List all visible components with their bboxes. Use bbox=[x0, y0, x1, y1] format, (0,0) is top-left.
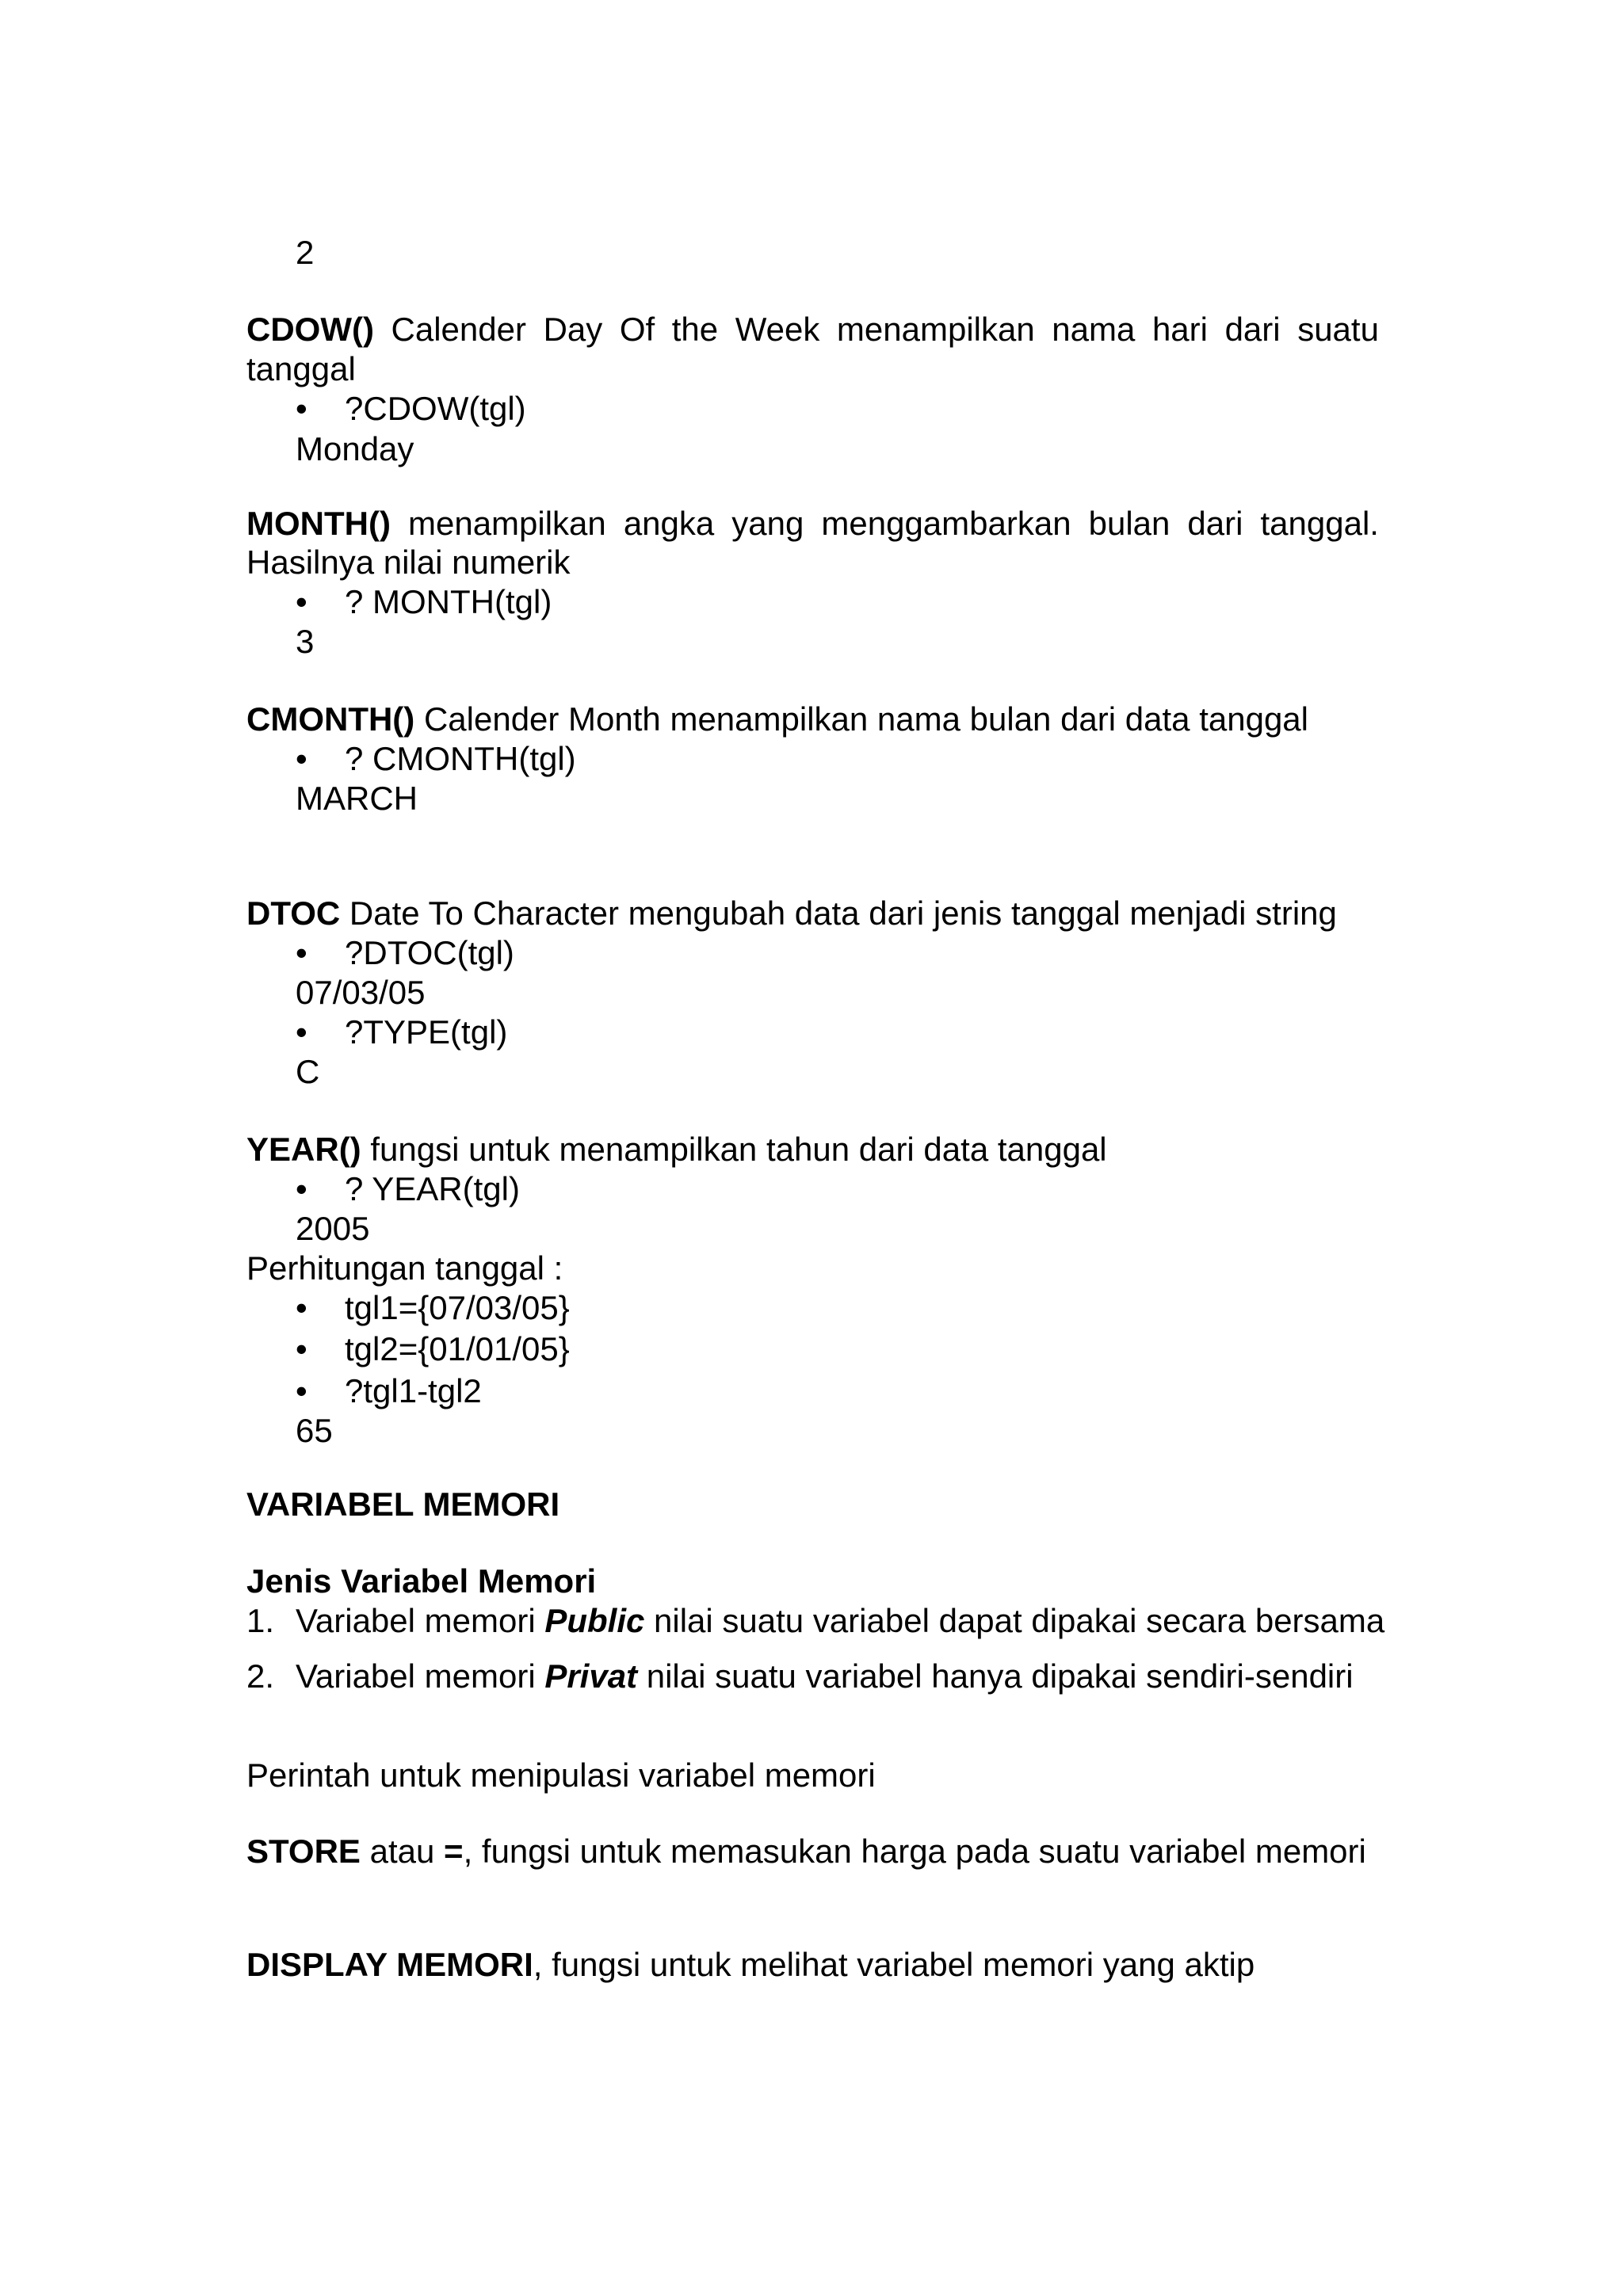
year-description bbox=[246, 1130, 1107, 1169]
code-command: ?tgl1-tgl2 bbox=[345, 1372, 482, 1409]
word: menampilkan bbox=[407, 505, 606, 542]
code-result: Monday bbox=[296, 430, 414, 467]
item-text: nilai suatu variabel dapat dipakai secara bersama bbox=[644, 1602, 1385, 1639]
store-equals: = bbox=[444, 1833, 464, 1870]
bullet-item bbox=[296, 1169, 520, 1209]
code-result: 2005 bbox=[296, 1210, 370, 1247]
word: yang bbox=[731, 505, 804, 542]
word: menggambarkan bbox=[821, 505, 1071, 542]
display-text: , fungsi untuk melihat variabel memori yang aktip bbox=[533, 1946, 1255, 1983]
code-command: tgl1={07/03/05} bbox=[345, 1289, 570, 1326]
word: menampilkan bbox=[836, 311, 1035, 348]
bullet-icon: • bbox=[296, 934, 307, 971]
manipulation-label: Perintah untuk menipulasi variabel memori bbox=[246, 1756, 876, 1794]
word: Calender bbox=[391, 311, 526, 348]
bullet-icon: • bbox=[296, 583, 307, 620]
word: dari bbox=[1187, 505, 1243, 542]
item-number: 1. bbox=[246, 1602, 275, 1639]
date-calc-label: Perhitungan tanggal : bbox=[246, 1249, 563, 1287]
bullet-item bbox=[296, 1013, 507, 1052]
month-description-line2: Hasilnya nilai numerik bbox=[246, 543, 571, 581]
bullet-icon: • bbox=[296, 390, 307, 427]
numbered-item bbox=[246, 1601, 1384, 1641]
year-text: fungsi untuk menampilkan tahun dari data tanggal bbox=[361, 1131, 1107, 1168]
store-text: atau bbox=[360, 1833, 445, 1870]
word: the bbox=[671, 311, 719, 348]
bullet-icon: • bbox=[296, 1289, 307, 1326]
word: tanggal. bbox=[1260, 505, 1379, 542]
item-text: Variabel memori bbox=[296, 1602, 545, 1639]
code-command: ?TYPE(tgl) bbox=[345, 1013, 508, 1051]
dtoc-keyword: DTOC bbox=[246, 894, 341, 932]
bullet-item bbox=[296, 1288, 570, 1328]
dtoc-description bbox=[246, 894, 1337, 933]
bullet-icon: • bbox=[296, 1013, 307, 1051]
month-description-line1 bbox=[246, 504, 1379, 543]
store-text: , fungsi untuk memasukan harga pada suatu variabel memori bbox=[463, 1833, 1366, 1870]
cdow-description-line1 bbox=[246, 310, 1379, 349]
code-command: tgl2={01/01/05} bbox=[345, 1330, 570, 1367]
section-subheading: Jenis Variabel Memori bbox=[246, 1562, 597, 1600]
word: bulan bbox=[1088, 505, 1170, 542]
numbered-item bbox=[246, 1657, 1354, 1696]
page-number: 2 bbox=[296, 234, 315, 271]
section-heading: VARIABEL MEMORI bbox=[246, 1486, 560, 1523]
code-result: C bbox=[296, 1053, 320, 1090]
word: suatu bbox=[1297, 311, 1379, 348]
code-command: ?DTOC(tgl) bbox=[345, 934, 514, 971]
dtoc-text: Date To Character mengubah data dari jenis tanggal menjadi string bbox=[340, 894, 1337, 932]
display-keyword: DISPLAY MEMORI bbox=[246, 1946, 533, 1983]
bullet-item bbox=[296, 1329, 570, 1369]
word: dari bbox=[1224, 311, 1281, 348]
word: Of bbox=[619, 311, 655, 348]
code-result: 07/03/05 bbox=[296, 974, 426, 1011]
bullet-icon: • bbox=[296, 1330, 307, 1367]
code-result: 3 bbox=[296, 623, 315, 660]
bullet-item bbox=[296, 739, 576, 779]
cmonth-description bbox=[246, 700, 1308, 739]
bullet-item bbox=[296, 582, 552, 622]
bullet-icon: • bbox=[296, 1372, 307, 1409]
item-emphasis: Privat bbox=[544, 1657, 638, 1695]
cdow-description-line2: tanggal bbox=[246, 350, 356, 387]
item-text: Variabel memori bbox=[296, 1657, 545, 1695]
bullet-icon: • bbox=[296, 740, 307, 777]
cmonth-keyword: CMONTH() bbox=[246, 700, 415, 738]
code-result: MARCH bbox=[296, 780, 418, 817]
code-command: ? CMONTH(tgl) bbox=[345, 740, 576, 777]
bullet-item bbox=[296, 933, 514, 973]
word: Day bbox=[543, 311, 603, 348]
code-command: ?CDOW(tgl) bbox=[345, 390, 526, 427]
word: hari bbox=[1151, 311, 1208, 348]
store-keyword: STORE bbox=[246, 1833, 361, 1870]
display-description bbox=[246, 1945, 1254, 1985]
cdow-keyword: CDOW() bbox=[246, 311, 374, 348]
cmonth-text: Calender Month menampilkan nama bulan dari data tanggal bbox=[414, 700, 1308, 738]
month-keyword: MONTH() bbox=[246, 505, 391, 542]
word: angka bbox=[623, 505, 715, 542]
item-emphasis: Public bbox=[544, 1602, 645, 1639]
item-text: nilai suatu variabel hanya dipakai sendiri-sendiri bbox=[637, 1657, 1354, 1695]
store-description bbox=[246, 1832, 1366, 1871]
word: nama bbox=[1052, 311, 1136, 348]
word: Week bbox=[735, 311, 820, 348]
bullet-item bbox=[296, 389, 526, 429]
bullet-icon: • bbox=[296, 1170, 307, 1207]
code-command: ? YEAR(tgl) bbox=[345, 1170, 520, 1207]
code-result: 65 bbox=[296, 1412, 333, 1449]
code-command: ? MONTH(tgl) bbox=[345, 583, 552, 620]
year-keyword: YEAR() bbox=[246, 1131, 361, 1168]
item-number: 2. bbox=[246, 1657, 275, 1695]
bullet-item bbox=[296, 1371, 482, 1411]
